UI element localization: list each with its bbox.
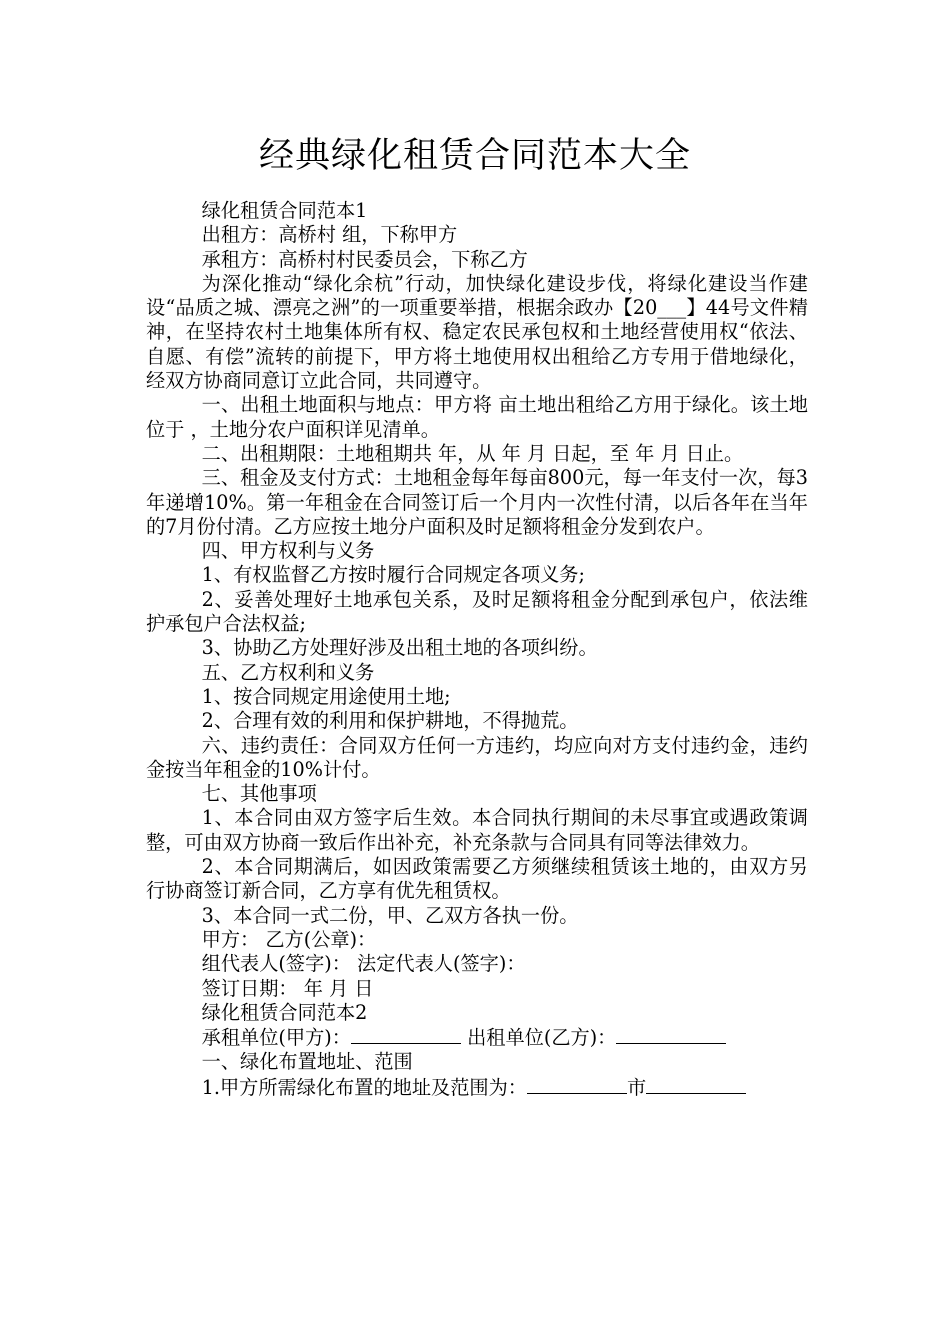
paragraph: 五、乙方权利和义务 [201,660,375,684]
lessor-label: 出租单位(乙方)： [467,1026,617,1050]
paragraph: 甲方： 乙方(公章)： [201,927,377,951]
paragraph: 1、本合同由双方签字后生效。本合同执行期间的未尽事宜或遇政策调整，可由双方协商一致后作出补充，补充条款与合同具有同等法律效力。 [146,806,808,854]
paragraph: 3、协助乙方处理好涉及出租土地的各项纠纷。 [201,636,598,660]
paragraph: 绿化租赁合同范本2 [201,1000,368,1024]
paragraph: 四、甲方权利与义务 [201,539,375,563]
city-label: 市 [626,1075,647,1099]
paragraph: 2、合理有效的利用和保护耕地，不得抛荒。 [201,709,579,733]
paragraph: 1、有权监督乙方按时履行合同规定各项义务; [201,563,585,587]
paragraph: 签订日期： 年 月 日 [201,976,374,1000]
paragraph: 3、本合同一式二份，甲、乙双方各执一份。 [201,903,579,927]
address-label: 1.甲方所需绿化布置的地址及范围为： [201,1075,527,1099]
lessee-blank [351,1025,461,1044]
paragraph: 为深化推动“绿化余杭”行动，加快绿化建设步伐，将绿化建设当作建设“品质之城、漂亮之洲”的一项重要举措，根据余政办【20___】44号文件精神，在坚持农村土地集体所有权、稳定农民承包权和土地经营使用权“依法、自愿、有偿”流转的前提下，甲方将土地使用权出租给乙方专用于借地绿化，经双方协商同意订立此合同，共同遵守。 [146,271,808,393]
lessee-label: 承租单位(甲方)： [201,1026,351,1050]
paragraph: 七、其他事项 [201,782,317,806]
lessor-blank [616,1025,726,1044]
paragraph: 六、违约责任：合同双方任何一方违约，均应向对方支付违约金，违约金按当年租金的10%计付。 [146,733,808,781]
paragraph: 承租方：高桥村村民委员会，下称乙方 [201,247,528,271]
paragraph: 三、租金及支付方式：土地租金每年每亩800元，每一年支付一次，每3年递增10%。第一年租金在合同签订后一个月内一次性付清，以后各年在当年的7月份付清。乙方应按土地分户面积及时足额将租金分发到农户。 [146,466,808,538]
lessor-lessee-line [146,1025,808,1050]
address-blank-1 [527,1075,627,1094]
paragraph: 二、出租期限：土地租期共 年，从 年 月 日起，至 年 月 日止。 [201,441,744,465]
paragraph: 出租方：高桥村 组，下称甲方 [201,223,458,247]
section-heading: 一、绿化布置地址、范围 [201,1050,413,1074]
address-line [146,1075,808,1100]
page-title: 经典绿化租赁合同范本大全 [258,136,691,176]
paragraph: 一、出租土地面积与地点：甲方将 亩土地出租给乙方用于绿化。该土地位于 ，土地分农户面积详见清单。 [146,393,808,441]
paragraph: 绿化租赁合同范本1 [201,199,368,222]
paragraph: 1、按合同规定用途使用土地; [201,684,451,708]
document-body [146,199,808,1100]
address-blank-2 [646,1075,746,1094]
paragraph: 组代表人(签字)： 法定代表人(签字)： [201,952,526,976]
paragraph: 2、本合同期满后，如因政策需要乙方须继续租赁该土地的，由双方另行协商签订新合同，乙方享有优先租赁权。 [146,855,808,903]
paragraph: 2、妥善处理好土地承包关系，及时足额将租金分配到承包户，依法维护承包户合法权益; [146,587,808,636]
